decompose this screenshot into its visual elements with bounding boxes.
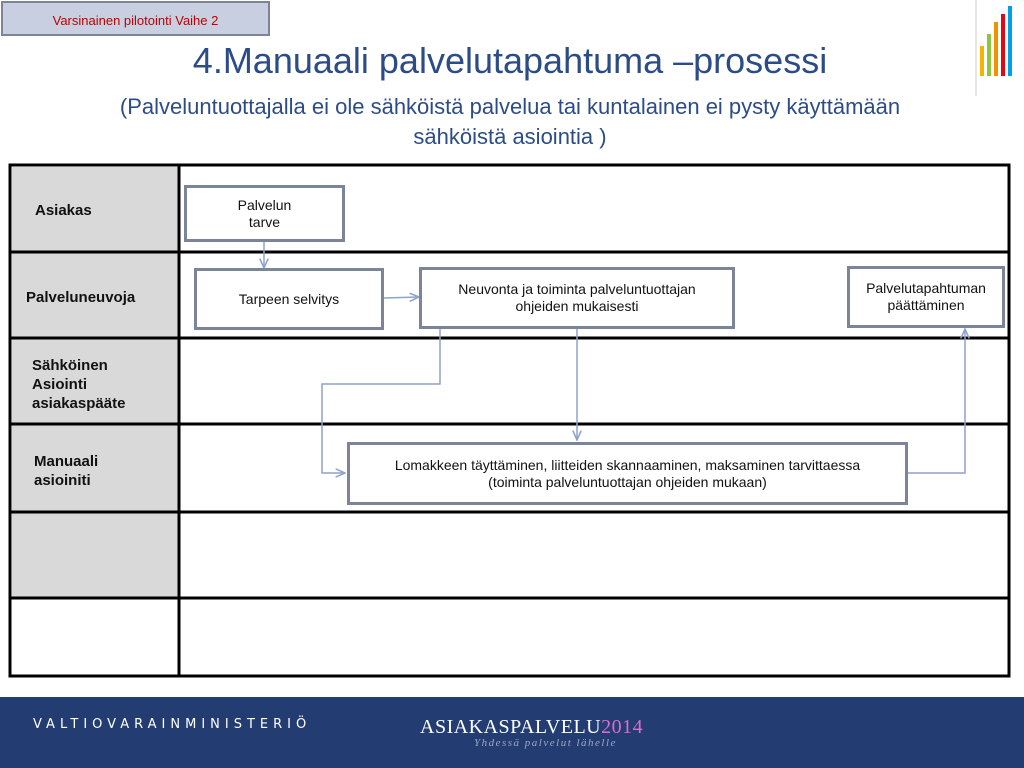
brand-logo	[420, 716, 643, 739]
brand-year: 2014	[601, 716, 644, 738]
lane-header-cell-6	[12, 599, 179, 676]
lane-label-sahkoinen-asiointi: Sähköinen Asiointi asiakaspääte	[32, 357, 126, 412]
brand-name: ASIAKASPALVELU	[420, 716, 602, 738]
connector-form-to-close	[908, 329, 965, 473]
step-advice-and-action: Neuvonta ja toiminta palveluntuottajan ohjeiden mukaisesti	[419, 267, 735, 329]
lane-label-manuaali-asiointi: Manuaali asioiniti	[34, 453, 99, 489]
ministry-name: VALTIOVARAINMINISTERIÖ	[33, 717, 312, 732]
page-title: 4.Manuaali palvelutapahtuma –prosessi	[192, 40, 828, 81]
subtitle-line-1: (Palveluntuottajalla ei ole sähköistä palvelua tai kuntalainen ei pysty käyttämään	[119, 94, 901, 119]
lane-header-cell-5	[12, 513, 179, 597]
step-fill-form: Lomakkeen täyttäminen, liitteiden skannaaminen, maksaminen tarvittaessa (toiminta palveluntuottajan ohjeiden mukaan)	[347, 442, 908, 505]
step-close-service-event: Palvelutapahtuman päättäminen	[847, 266, 1005, 328]
brand-tagline: Yhdessä palvelut lähelle	[474, 737, 617, 749]
step-service-need: Palvelun tarve	[184, 185, 345, 242]
connector-survey-to-advice	[384, 297, 419, 298]
stage-badge: Varsinainen pilotointi Vaihe 2	[1, 1, 270, 36]
subtitle-line-2: sähköistä asiointia )	[413, 124, 607, 149]
lane-label-palveluneuvoja: Palveluneuvoja	[26, 289, 136, 306]
step-needs-survey: Tarpeen selvitys	[194, 268, 384, 330]
lane-label-asiakas: Asiakas	[35, 202, 92, 219]
lane-header-column	[12, 167, 179, 676]
